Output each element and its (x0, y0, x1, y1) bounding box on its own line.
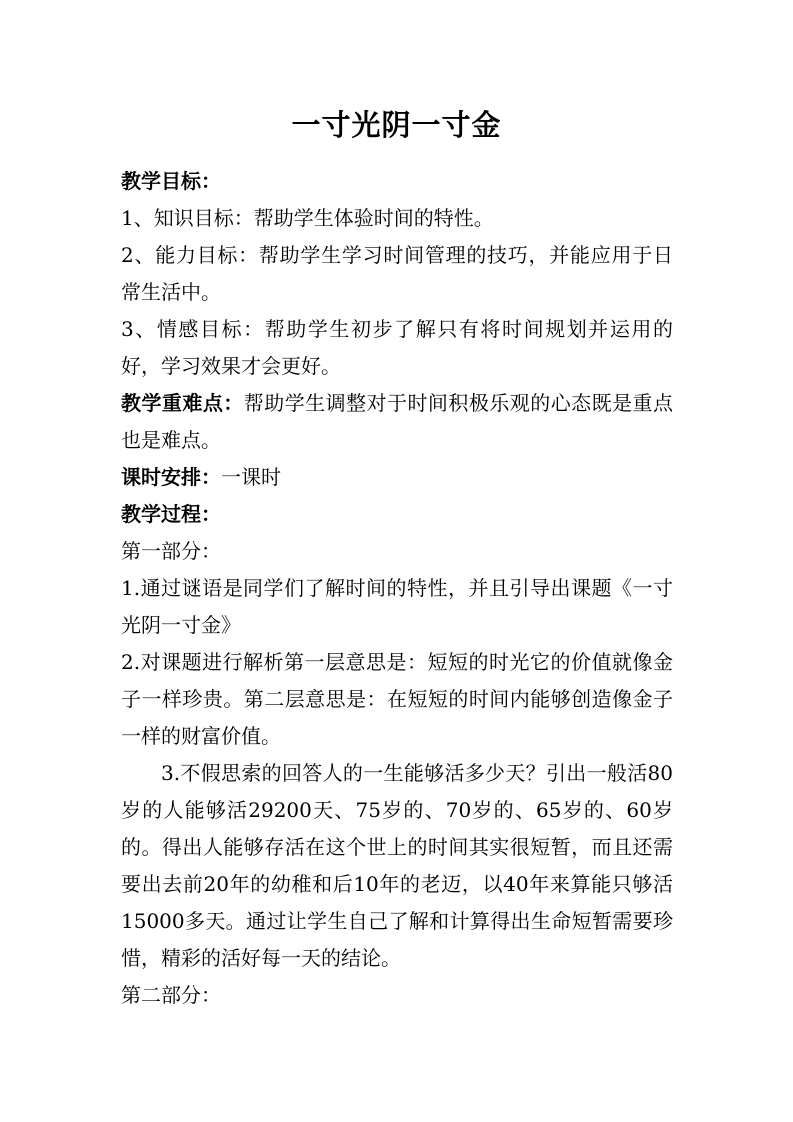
objectives-heading-text: 教学目标： (121, 169, 221, 193)
objective-item-ability: 2、能力目标：帮助学生学习时间管理的技巧，并能应用于日常生活中。 (121, 243, 673, 304)
process-heading-text: 教学过程： (121, 502, 221, 526)
schedule-paragraph (121, 459, 673, 496)
key-points-text: 帮助学生调整对于时间积极乐观的心态既是重点也是难点。 (121, 391, 674, 452)
objective-item-knowledge: 1、知识目标：帮助学生体验时间的特性。 (121, 206, 494, 230)
document-title: 一寸光阴一寸金 (291, 108, 502, 142)
objectives-heading (121, 163, 673, 200)
part-one-item-2: 2.对课题进行解析第一层意思是：短短的时光它的价值就像金子一样珍贵。第二层意思是：在短短的时间内能够创造像金子一样的财富价值。 (121, 650, 673, 748)
document-body (121, 163, 673, 1014)
key-points-heading: 教学重难点： (121, 391, 244, 415)
schedule-text: 一课时 (221, 465, 281, 489)
part-one-item-1: 1.通过谜语是同学们了解时间的特性，并且引导出课题《一寸光阴一寸金》 (121, 576, 673, 637)
part-two-label: 第二部分： (121, 983, 221, 1007)
objective-item-emotion: 3、情感目标：帮助学生初步了解只有将时间规划并运用的好，学习效果才会更好。 (121, 317, 673, 378)
schedule-heading: 课时安排： (121, 465, 221, 489)
process-heading (121, 496, 673, 533)
key-points-paragraph (121, 385, 673, 459)
part-one-label: 第一部分： (121, 539, 221, 563)
part-one-item-3: 3.不假思索的回答人的一生能够活多少天？引出一般活80岁的人能够活29200天、75岁的、70岁的、65岁的、60岁的。得出人能够存活在这个世上的时间其实很短暂，而且还需要出去前20年的幼稚和后10年的老迈，以40年来算能只够活15000多天。通过让学生自己了解和计算得出生命短暂需要珍惜，精彩的活好每一天的结论。 (121, 761, 673, 970)
